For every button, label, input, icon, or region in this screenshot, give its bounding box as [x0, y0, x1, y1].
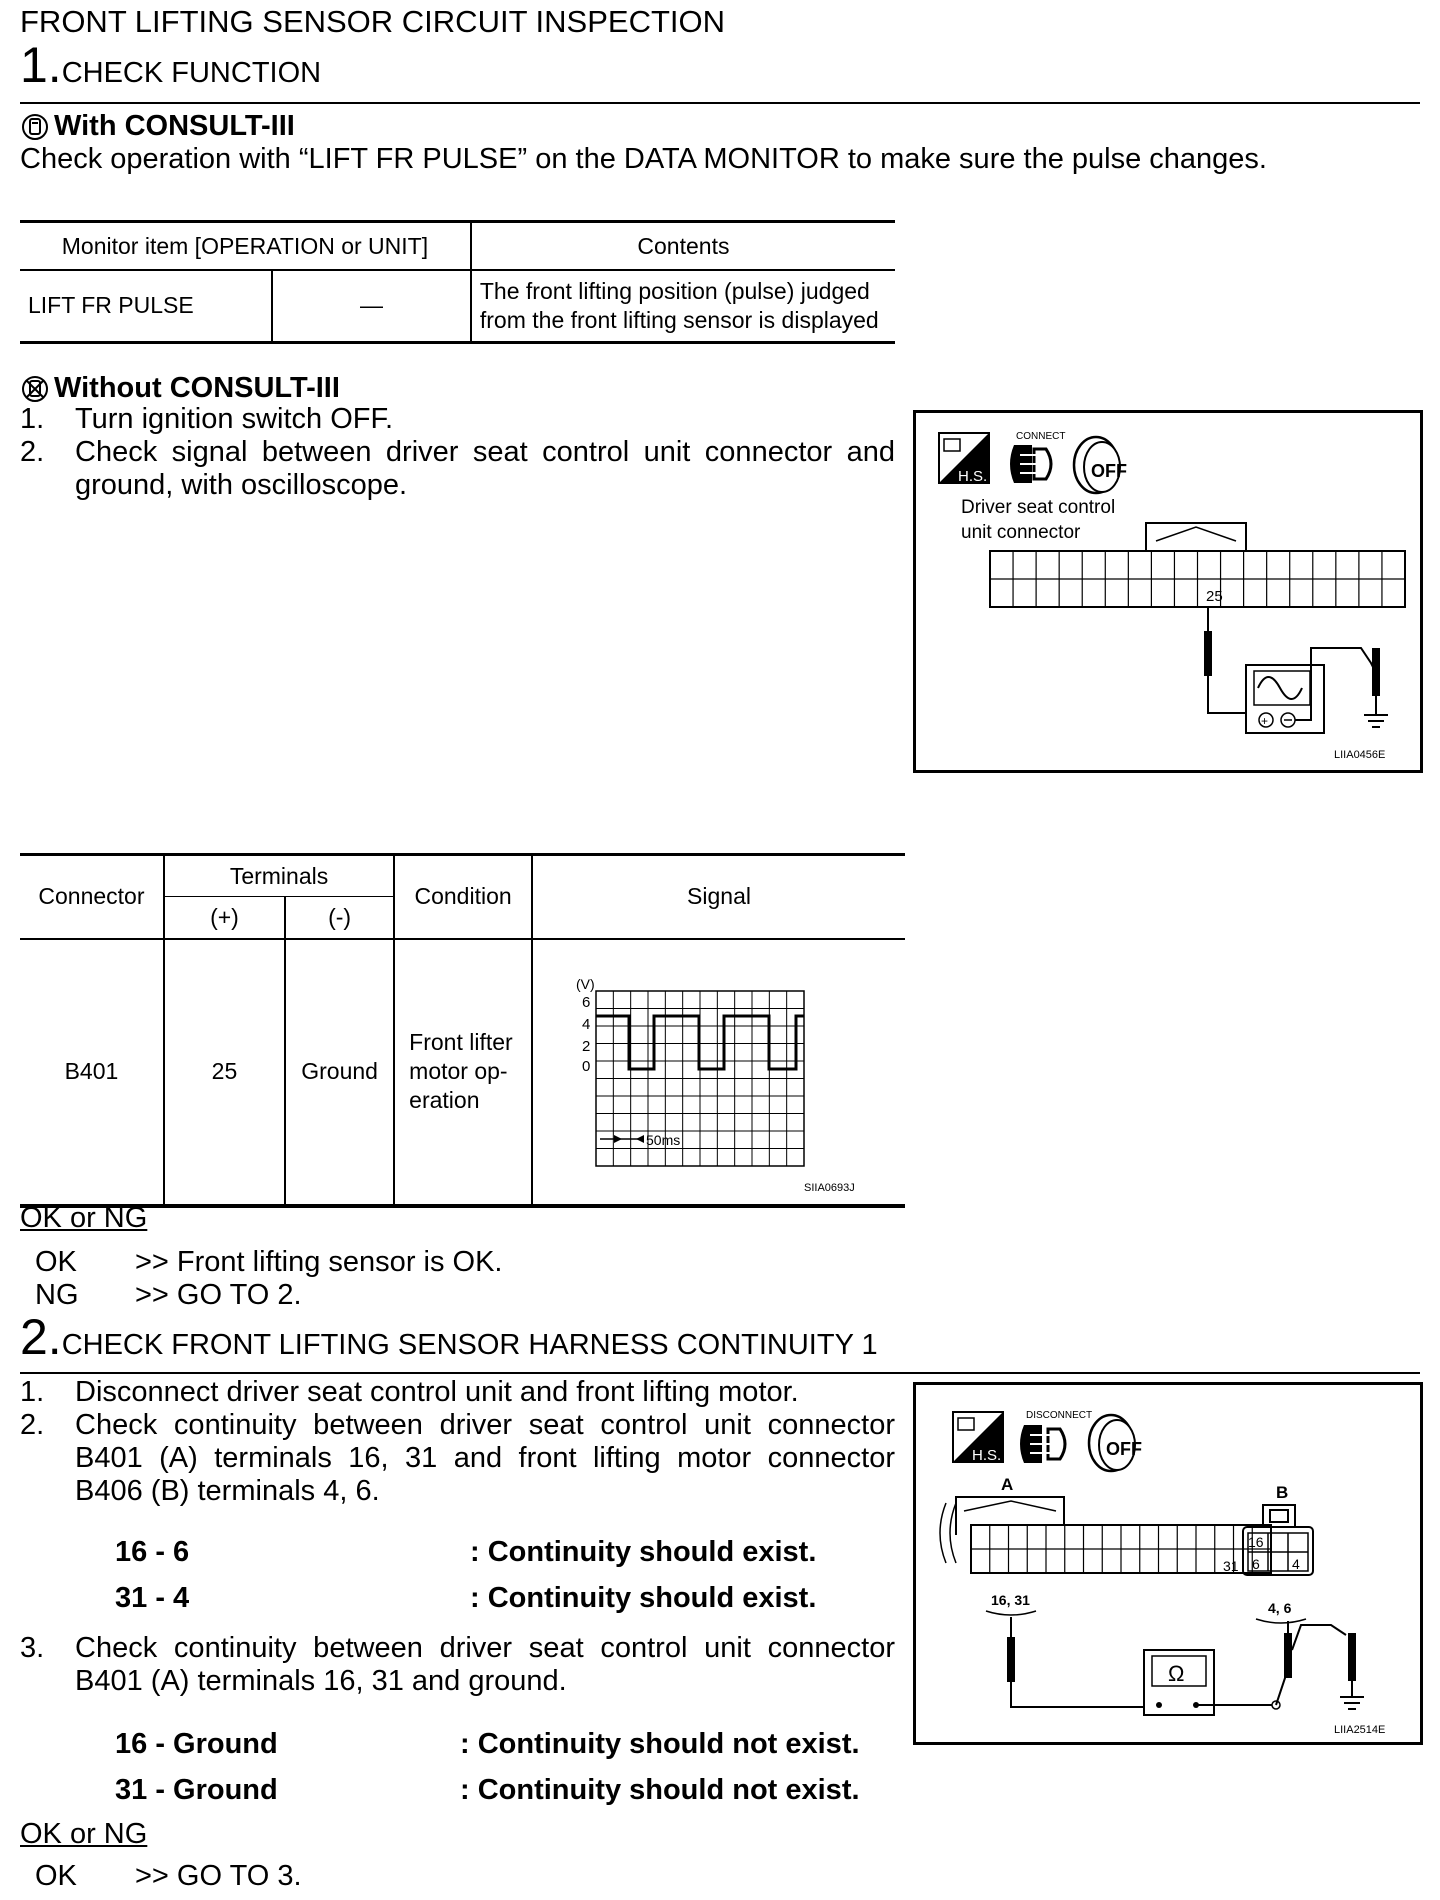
waveform-tick: 4: [582, 1015, 591, 1033]
step-1-heading: [20, 37, 322, 93]
connector-b-label: B: [1276, 1483, 1289, 1502]
condition-line: motor op-: [409, 1058, 508, 1085]
step-1-results: [35, 1246, 502, 1312]
list-item: 3. Check continuity between driver seat control unit connector B401 (A) terminals 16, 31 and ground.: [20, 1632, 895, 1697]
svg-text:+: +: [1261, 714, 1269, 728]
page-title: FRONT LIFTING SENSOR CIRCUIT INSPECTION: [20, 4, 726, 39]
result-ok: OK >> Front lifting sensor is OK.: [35, 1246, 503, 1278]
step-1-number: 1.: [20, 37, 62, 93]
without-consult-heading: [20, 372, 340, 405]
waveform-tick: 2: [582, 1037, 591, 1055]
step-2-procedure-3: [20, 1632, 895, 1698]
table-row: [20, 939, 905, 1206]
condition-line: Front lifter: [409, 1029, 513, 1056]
connector-a-label: A: [1001, 1475, 1014, 1494]
off-label: OFF: [1091, 461, 1127, 481]
continuity-check-figure: [913, 1382, 1423, 1745]
terminal-31-label: 31: [1223, 1558, 1239, 1574]
monitor-table: [20, 220, 895, 344]
ground-icon: [1340, 1697, 1364, 1709]
no-consult-icon: [20, 374, 50, 404]
waveform-code: SIIA0693J: [804, 1181, 855, 1194]
col-terminals: Terminals: [164, 855, 394, 897]
figure-1-diagram: [916, 413, 1420, 770]
consult-tool-icon: [20, 112, 50, 142]
connector-connect-icon: [1010, 445, 1051, 483]
figure-2-diagram: [916, 1385, 1420, 1742]
col-minus: (-): [285, 897, 394, 939]
waveform-tick: 6: [582, 993, 591, 1011]
cell-connector: B401: [20, 939, 164, 1206]
terminal-16-label: 16: [1248, 1534, 1264, 1550]
check-row: 31 - Ground : Continuity should not exist.: [115, 1774, 860, 1806]
continuity-checks-a: [115, 1536, 816, 1615]
waveform-time: 50ms: [646, 1131, 681, 1148]
step-1-title: CHECK FUNCTION: [61, 57, 322, 89]
terminal-6-label: 6: [1252, 1556, 1260, 1572]
cell-condition: [394, 939, 532, 1206]
list-item: 1. Turn ignition switch OFF.: [20, 403, 394, 435]
probe-b-label: 4, 6: [1268, 1600, 1292, 1616]
hs-label: H.S.: [972, 1447, 1002, 1464]
oscilloscope-icon: [1246, 665, 1324, 733]
waveform-tick: 0: [582, 1057, 591, 1075]
monitor-item: LIFT FR PULSE: [20, 270, 272, 342]
cell-minus: Ground: [285, 939, 394, 1206]
connector-a: [940, 1497, 1271, 1573]
oscilloscope-connection-figure: [913, 410, 1423, 773]
step-2-title: CHECK FRONT LIFTING SENSOR HARNESS CONTINUITY 1: [61, 1329, 878, 1361]
terminal-25-label: 25: [1206, 588, 1223, 605]
consult-heading-text: With CONSULT-III: [54, 110, 295, 142]
connector-label-2: unit connector: [961, 522, 1081, 543]
col-connector: Connector: [20, 855, 164, 939]
step-2-number: 2.: [20, 1309, 62, 1365]
disconnect-label: DISCONNECT: [1026, 1410, 1093, 1421]
consult-text: Check operation with “LIFT FR PULSE” on the DATA MONITOR to make sure the pulse changes.: [20, 143, 1267, 175]
monitor-unit: —: [272, 270, 471, 342]
ground-icon: [1364, 715, 1388, 727]
condition-line: eration: [409, 1086, 480, 1113]
step-2-heading: [20, 1309, 878, 1365]
harness-side-icon: [953, 1412, 1003, 1464]
ignition-off-icon: [1074, 437, 1127, 493]
waveform-unit: (V): [576, 975, 595, 992]
terminal-4-label: 4: [1292, 1556, 1300, 1572]
list-item: 2. Check continuity between driver seat control unit connector B401 (A) terminals 16, 31 and front lifting motor connector B406 (B) terminals 4, 6.: [20, 1409, 895, 1507]
off-label: OFF: [1106, 1439, 1142, 1459]
list-item: 1. Disconnect driver seat control unit and front lifting motor.: [20, 1376, 799, 1408]
continuity-checks-b: [115, 1728, 860, 1807]
ohm-symbol: Ω: [1168, 1661, 1185, 1686]
monitor-contents-line1: The front lifting position (pulse) judged: [479, 278, 870, 304]
col-plus: (+): [164, 897, 285, 939]
step-1-ok-ng: OK or NG: [20, 1202, 148, 1234]
result-ok: OK >> GO TO 3.: [35, 1860, 302, 1892]
harness-side-icon: [939, 433, 989, 485]
cell-signal: [532, 939, 905, 1206]
monitor-header-item: Monitor item [OPERATION or UNIT]: [20, 222, 471, 271]
step-1-rule: [20, 102, 1420, 104]
step-2-procedure: [20, 1376, 895, 1508]
consult-heading: [20, 110, 295, 143]
probe-a-label: 16, 31: [991, 1592, 1030, 1608]
check-row: 16 - Ground : Continuity should not exist.: [115, 1728, 860, 1760]
step-2-rule: [20, 1372, 1420, 1374]
waveform-graph: [534, 941, 904, 1203]
cell-plus: 25: [164, 939, 285, 1206]
connector-disconnect-icon: [1020, 1425, 1065, 1463]
connector-label-1: Driver seat control: [961, 497, 1116, 518]
monitor-header-contents: Contents: [637, 232, 730, 259]
figure-2-code: LIIA2514E: [1334, 1724, 1386, 1736]
list-item: 2. Check signal between driver seat control unit connector and ground, with oscilloscope.: [20, 436, 895, 501]
step-2-ok-ng: OK or NG: [20, 1818, 148, 1850]
monitor-contents: [471, 270, 895, 342]
step-2-results: [35, 1860, 302, 1893]
result-ng: NG >> GO TO 2.: [35, 1279, 302, 1311]
hs-label: H.S.: [958, 468, 988, 485]
ignition-off-icon: [1089, 1415, 1142, 1471]
connect-label: CONNECT: [1016, 431, 1066, 442]
col-signal: Signal: [532, 855, 905, 939]
monitor-contents-line2: from the front lifting sensor is displayed: [479, 306, 879, 333]
step-1-procedure: [20, 403, 895, 502]
signal-table: [20, 853, 905, 1208]
without-consult-text: Without CONSULT-III: [54, 372, 340, 404]
check-row: 31 - 4 : Continuity should exist.: [115, 1582, 817, 1614]
col-condition: Condition: [394, 855, 532, 939]
figure-1-code: LIIA0456E: [1334, 749, 1386, 761]
check-row: 16 - 6 : Continuity should exist.: [115, 1536, 817, 1568]
